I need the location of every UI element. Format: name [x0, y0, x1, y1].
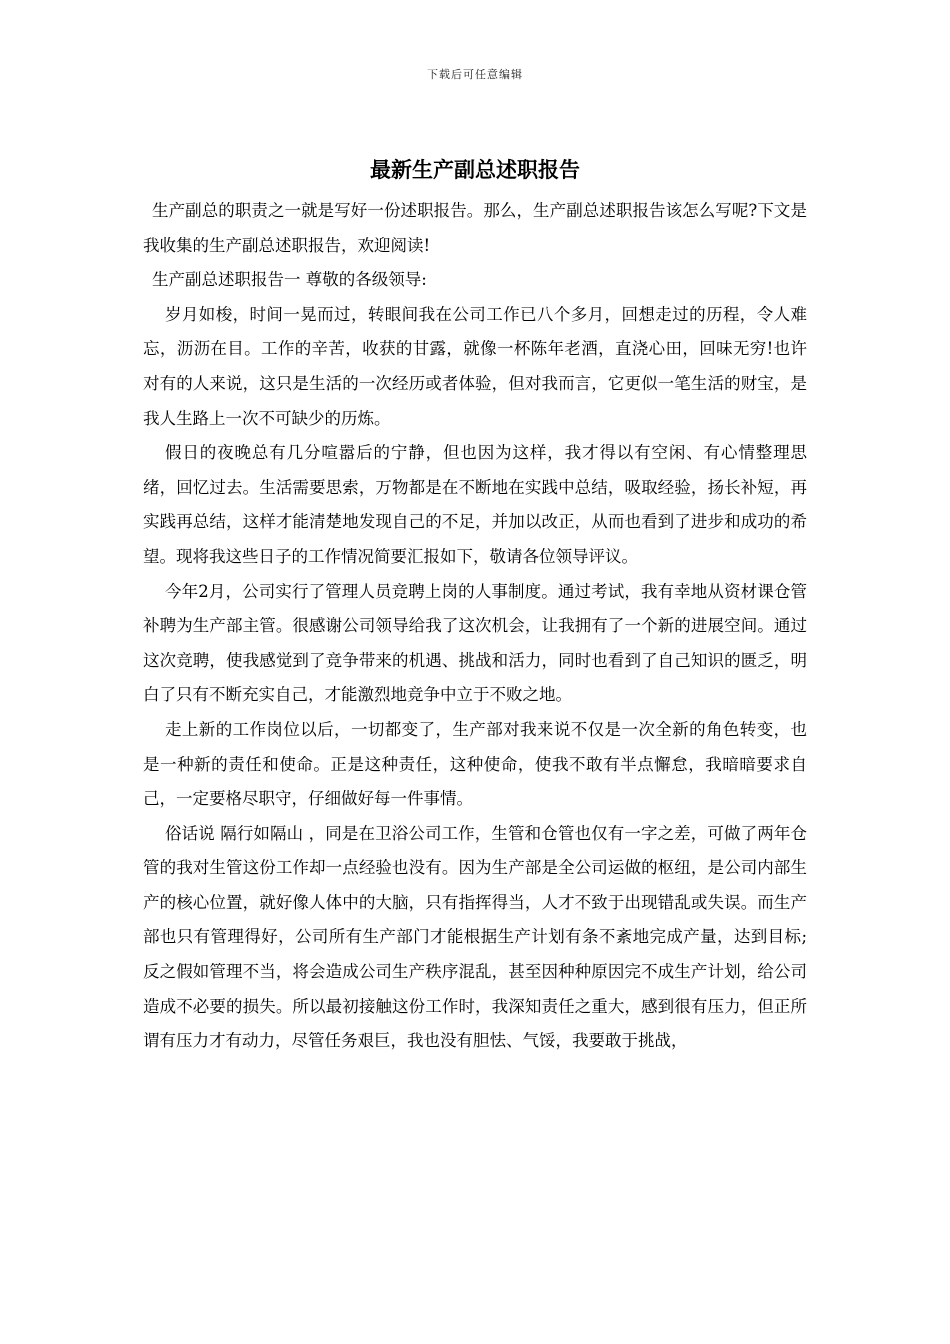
header-note: 下载后可任意编辑	[427, 68, 523, 81]
paragraph-body: 今年2月，公司实行了管理人员竞聘上岗的人事制度。通过考试，我有幸地从资材课仓管补聘为生产部主管。很感谢公司领导给我了这次机会，让我拥有了一个新的进展空间。通过这次竞聘，使我感觉到了竞争带来的机遇、挑战和活力，同时也看到了自己知识的匮乏，明白了只有不断充实自己，才能激烈地竞争中立于不败之地。	[143, 581, 807, 705]
paragraph-intro: 生产副总的职责之一就是写好一份述职报告。那么，生产副总述职报告该怎么写呢?下文是我收集的生产副总述职报告，欢迎阅读!	[143, 201, 807, 255]
paragraph-body: 俗话说 隔行如隔山 ，同是在卫浴公司工作，生管和仓管也仅有一字之差，可做了两年仓管的我对生管这份工作却一点经验也没有。因为生产部是全公司运做的枢纽，是公司内部生产的核心位置，就好像人体中的大脑，只有指挥得当，人才不致于出现错乱或失误。而生产部也只有管理得好，公司所有生产部门才能根据生产计划有条不紊地完成产量，达到目标;反之假如管理不当，将会造成公司生产秩序混乱，甚至因种种原因完不成生产计划，给公司造成不必要的损失。所以最初接触这份工作时，我深知责任之重大，感到很有压力，但正所谓有压力才有动力，尽管任务艰巨，我也没有胆怯、气馁，我要敢于挑战，	[143, 823, 807, 1051]
document-body	[143, 194, 807, 1059]
paragraph-body: 假日的夜晚总有几分喧嚣后的宁静，但也因为这样，我才得以有空闲、有心情整理思绪，回忆过去。生活需要思索，万物都是在不断地在实践中总结，吸取经验，扬长补短，再实践再总结，这样才能清楚地发现自己的不足，并加以改正，从而也看到了进步和成功的希望。现将我这些日子的工作情况简要汇报如下，敬请各位领导评议。	[143, 443, 807, 566]
paragraph-body: 走上新的工作岗位以后，一切都变了，生产部对我来说不仅是一次全新的角色转变，也是一种新的责任和使命。正是这种责任，这种使命，使我不敢有半点懈怠，我暗暗要求自己，一定要格尽职守，仔细做好每一件事情。	[143, 719, 807, 809]
paragraph-body: 岁月如梭，时间一晃而过，转眼间我在公司工作已八个多月，回想走过的历程，令人难忘，沥沥在目。工作的辛苦，收获的甘露，就像一杯陈年老酒，直浇心田，回味无穷!也许对有的人来说，这只是生活的一次经历或者体验，但对我而言，它更似一笔生活的财宝，是我人生路上一次不可缺少的历炼。	[143, 304, 807, 428]
paragraph-report-heading: 生产副总述职报告一 尊敬的各级领导:	[152, 270, 427, 290]
document-title: 最新生产副总述职报告	[370, 157, 580, 182]
